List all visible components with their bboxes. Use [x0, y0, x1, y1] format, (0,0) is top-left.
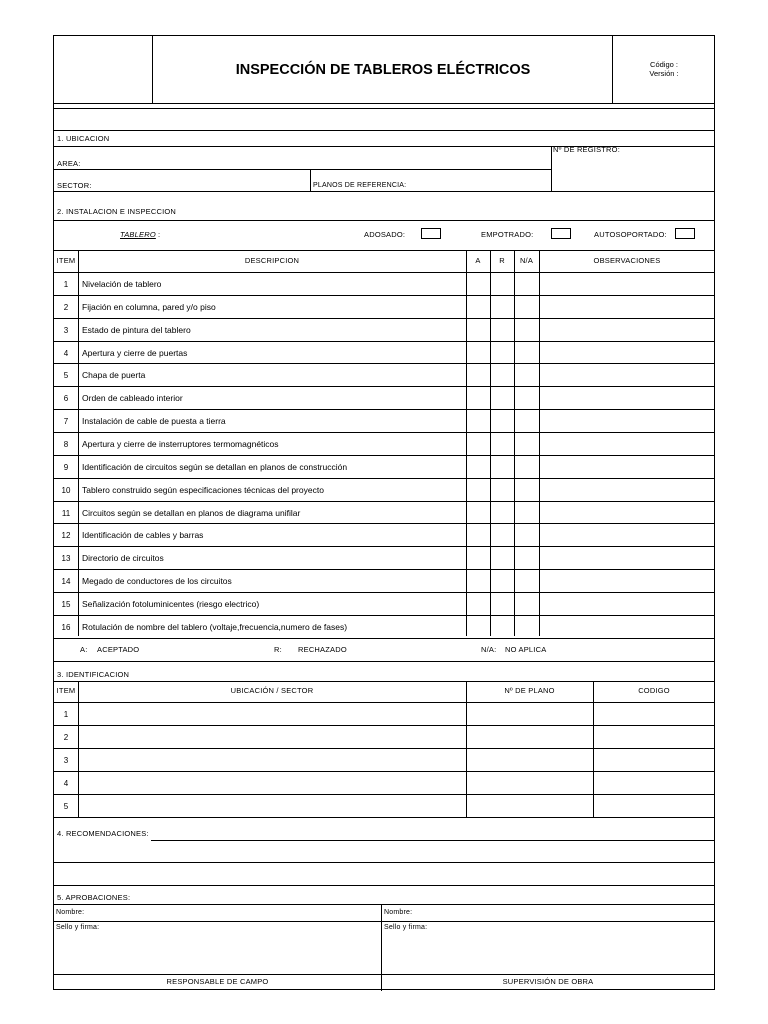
- registro-divider: [551, 146, 552, 191]
- nombre-label-left: Nombre:: [56, 909, 85, 916]
- item-cell-observaciones[interactable]: [540, 273, 714, 294]
- signature-bottom-line: [54, 974, 715, 975]
- item-description: Identificación de circuitos según se detallan en planos de construcción: [82, 461, 348, 472]
- inspection-form: [53, 35, 715, 990]
- item-cell-observaciones[interactable]: [540, 570, 714, 591]
- item-cell-r[interactable]: [491, 410, 513, 431]
- adosado-label: ADOSADO:: [364, 230, 406, 239]
- header-double-line: [54, 108, 715, 109]
- item-cell-a[interactable]: [467, 433, 489, 454]
- col-header-r: R: [499, 256, 505, 265]
- item-cell-r[interactable]: [491, 296, 513, 317]
- ident-cell-plano[interactable]: [467, 795, 592, 816]
- legend-r-value: RECHAZADO: [298, 645, 347, 654]
- item-description: Tablero construido según especificaciones técnicas del proyecto: [82, 484, 324, 495]
- table-top-line: [54, 250, 715, 251]
- item-cell-r[interactable]: [491, 479, 513, 500]
- codigo-label: Código :: [650, 60, 678, 69]
- item-cell-observaciones[interactable]: [540, 319, 714, 340]
- item-cell-observaciones[interactable]: [540, 479, 714, 500]
- item-number: 14: [61, 577, 71, 587]
- item-cell-r[interactable]: [491, 433, 513, 454]
- item-number: 10: [61, 485, 71, 495]
- ident-cell-ubicacion[interactable]: [79, 772, 465, 793]
- col-header-a: A: [475, 256, 481, 265]
- supervision-label: SUPERVISIÓN DE OBRA: [502, 977, 594, 986]
- sello-label-left: Sello y firma:: [56, 924, 100, 931]
- ident-cell-codigo[interactable]: [594, 726, 714, 747]
- item-cell-r[interactable]: [491, 502, 513, 523]
- ident-cell-codigo[interactable]: [594, 749, 714, 770]
- item-cell-observaciones[interactable]: [540, 593, 714, 614]
- item-number: 5: [63, 371, 69, 381]
- item-cell-na[interactable]: [515, 502, 538, 523]
- sector-divider: [310, 169, 311, 191]
- empotrado-checkbox[interactable]: [551, 228, 571, 239]
- header-divider-left: [152, 36, 153, 103]
- item-cell-r[interactable]: [491, 593, 513, 614]
- item-number: 2: [63, 302, 69, 312]
- item-description: Identificación de cables y barras: [82, 530, 204, 541]
- item-cell-a[interactable]: [467, 502, 489, 523]
- item-cell-a[interactable]: [467, 319, 489, 340]
- section-instalacion-title: 2. INSTALACION E INSPECCION: [57, 207, 177, 216]
- item-description: Megado de conductores de los circuitos: [82, 576, 232, 587]
- item-description: Señalización fotoluminicentes (riesgo electrico): [82, 598, 260, 609]
- recomendaciones-line-3: [54, 885, 715, 886]
- item-cell-na[interactable]: [515, 456, 538, 477]
- responsable-label: RESPONSABLE DE CAMPO: [166, 977, 269, 986]
- recomendaciones-field[interactable]: [151, 820, 713, 840]
- item-cell-r[interactable]: [491, 570, 513, 591]
- item-cell-a[interactable]: [467, 296, 489, 317]
- signature-area-right[interactable]: [384, 933, 713, 973]
- item-number: 12: [61, 531, 71, 541]
- ident-item-number: 5: [63, 802, 69, 811]
- item-cell-a[interactable]: [467, 524, 489, 545]
- item-number: 16: [61, 622, 71, 632]
- item-description: Rotulación de nombre del tablero (voltaje,frecuencia,numero de fases): [82, 621, 348, 632]
- tablero-label: TABLERO: [120, 230, 156, 239]
- item-cell-a[interactable]: [467, 410, 489, 431]
- form-title: INSPECCIÓN DE TABLEROS ELÉCTRICOS: [235, 62, 531, 78]
- ident-cell-plano[interactable]: [467, 726, 592, 747]
- item-cell-a[interactable]: [467, 593, 489, 614]
- registro-field[interactable]: [553, 156, 713, 190]
- item-description: Instalación de cable de puesta a tierra: [82, 416, 226, 427]
- item-description: Nivelación de tablero: [82, 279, 162, 289]
- item-cell-na[interactable]: [515, 616, 538, 637]
- col-header-descripcion: DESCRIPCION: [244, 256, 300, 265]
- ident-cell-ubicacion[interactable]: [79, 726, 465, 747]
- planos-label: PLANOS DE REFERENCIA:: [313, 182, 407, 189]
- nombre-row-bottom: [54, 921, 715, 922]
- item-cell-observaciones[interactable]: [540, 456, 714, 477]
- item-cell-a[interactable]: [467, 456, 489, 477]
- autosoportado-checkbox[interactable]: [675, 228, 695, 239]
- ident-cell-ubicacion[interactable]: [79, 749, 465, 770]
- ident-cell-codigo[interactable]: [594, 703, 714, 724]
- item-cell-a[interactable]: [467, 479, 489, 500]
- item-cell-na[interactable]: [515, 273, 538, 294]
- tablero-colon: :: [158, 230, 161, 239]
- ident-item-number: 2: [63, 733, 69, 742]
- item-cell-observaciones[interactable]: [540, 410, 714, 431]
- item-number: 9: [63, 462, 69, 472]
- item-cell-r[interactable]: [491, 364, 513, 385]
- item-number: 8: [63, 439, 69, 449]
- spacer-line: [54, 130, 715, 131]
- recomendaciones-underline: [151, 840, 715, 841]
- item-number: 13: [61, 554, 71, 564]
- item-description: Directorio de circuitos: [82, 553, 164, 564]
- recomendaciones-line-2: [54, 862, 715, 863]
- item-cell-na[interactable]: [515, 479, 538, 500]
- ident-item-number: 4: [63, 779, 69, 788]
- empotrado-label: EMPOTRADO:: [481, 230, 534, 239]
- item-cell-observaciones[interactable]: [540, 387, 714, 408]
- col-divider-item: [78, 250, 79, 636]
- item-cell-na[interactable]: [515, 364, 538, 385]
- area-label: AREA:: [57, 159, 81, 168]
- item-number: 11: [61, 508, 71, 518]
- item-number: 7: [63, 417, 69, 427]
- s3-header-codigo: CODIGO: [638, 686, 670, 695]
- item-description: Estado de pintura del tablero: [82, 324, 191, 335]
- item-cell-observaciones[interactable]: [540, 296, 714, 317]
- item-cell-a[interactable]: [467, 570, 489, 591]
- area-bottom-line: [54, 169, 551, 170]
- planos-field[interactable]: [414, 171, 549, 190]
- item-cell-na[interactable]: [515, 319, 538, 340]
- item-cell-r[interactable]: [491, 387, 513, 408]
- sector-label: SECTOR:: [57, 181, 92, 190]
- item-cell-a[interactable]: [467, 273, 489, 294]
- item-cell-na[interactable]: [515, 296, 538, 317]
- area-field[interactable]: [94, 149, 549, 169]
- item-cell-a[interactable]: [467, 387, 489, 408]
- item-description: Apertura y cierre de insterruptores termomagnéticos: [82, 438, 279, 449]
- col-header-item: ITEM: [56, 256, 76, 265]
- header-bottom-line: [54, 103, 715, 104]
- item-cell-r[interactable]: [491, 342, 513, 363]
- item-cell-na[interactable]: [515, 387, 538, 408]
- item-cell-observaciones[interactable]: [540, 502, 714, 523]
- item-cell-na[interactable]: [515, 547, 538, 568]
- item-number: 4: [63, 348, 69, 358]
- item-number: 3: [63, 325, 69, 335]
- item-cell-r[interactable]: [491, 456, 513, 477]
- item-number: 1: [63, 280, 69, 289]
- s3-header-item: ITEM: [56, 686, 76, 695]
- legend-na-key: N/A:: [481, 645, 497, 654]
- item-row-line: [54, 638, 715, 639]
- col-header-observaciones: OBSERVACIONES: [593, 256, 661, 265]
- version-label: Versión :: [649, 69, 679, 78]
- item-cell-na[interactable]: [515, 410, 538, 431]
- s2-title-line: [54, 220, 715, 221]
- autosoportado-label: AUTOSOPORTADO:: [594, 230, 667, 239]
- s3-header-ubicacion: UBICACIÓN / SECTOR: [230, 686, 314, 695]
- item-description: Fijación en columna, pared y/o piso: [82, 301, 216, 312]
- item-cell-a[interactable]: [467, 616, 489, 637]
- item-cell-a[interactable]: [467, 342, 489, 363]
- s5-title-line: [54, 904, 715, 905]
- item-cell-na[interactable]: [515, 570, 538, 591]
- item-cell-a[interactable]: [467, 364, 489, 385]
- legend-bottom-line: [54, 661, 715, 662]
- ident-cell-plano[interactable]: [467, 749, 592, 770]
- item-cell-r[interactable]: [491, 273, 513, 294]
- ident-cell-plano[interactable]: [467, 703, 592, 724]
- registro-label: Nº DE REGISTRO:: [553, 145, 620, 154]
- item-description: Apertura y cierre de puertas: [82, 347, 188, 358]
- item-cell-observaciones[interactable]: [540, 547, 714, 568]
- sector-field[interactable]: [94, 171, 306, 190]
- section-ubicacion-title: 1. UBICACION: [57, 134, 110, 143]
- item-cell-r[interactable]: [491, 616, 513, 637]
- legend-a-value: ACEPTADO: [97, 645, 140, 654]
- sello-label-right: Sello y firma:: [384, 924, 428, 931]
- item-cell-observaciones[interactable]: [540, 342, 714, 363]
- item-cell-r[interactable]: [491, 524, 513, 545]
- item-cell-na[interactable]: [515, 593, 538, 614]
- s1-bottom-line: [54, 191, 715, 192]
- ident-cell-plano[interactable]: [467, 772, 592, 793]
- item-cell-observaciones[interactable]: [540, 364, 714, 385]
- ident-cell-codigo[interactable]: [594, 772, 714, 793]
- section-aprobaciones-title: 5. APROBACIONES:: [57, 893, 131, 902]
- section-identificacion-title: 3. IDENTIFICACION: [57, 670, 130, 679]
- item-description: Chapa de puerta: [82, 370, 146, 381]
- item-cell-r[interactable]: [491, 547, 513, 568]
- legend-r-key: R:: [274, 645, 282, 654]
- item-cell-r[interactable]: [491, 319, 513, 340]
- section-recomendaciones-title: 4. RECOMENDACIONES:: [57, 829, 149, 838]
- item-description: Circuitos según se detallan en planos de diagrama unifilar: [82, 507, 301, 518]
- item-cell-observaciones[interactable]: [540, 433, 714, 454]
- col-header-na: N/A: [519, 256, 534, 265]
- item-cell-na[interactable]: [515, 524, 538, 545]
- s3-title-line: [54, 681, 715, 682]
- nombre-label-right: Nombre:: [384, 909, 413, 916]
- item-number: 6: [63, 394, 69, 404]
- ident-item-number: 1: [63, 710, 69, 719]
- item-cell-na[interactable]: [515, 433, 538, 454]
- signature-area-left[interactable]: [56, 933, 379, 973]
- item-description: Orden de cableado interior: [82, 393, 183, 404]
- adosado-checkbox[interactable]: [421, 228, 441, 239]
- item-cell-na[interactable]: [515, 342, 538, 363]
- item-cell-observaciones[interactable]: [540, 524, 714, 545]
- item-cell-a[interactable]: [467, 547, 489, 568]
- ident-item-number: 3: [63, 756, 69, 765]
- item-cell-observaciones[interactable]: [540, 616, 714, 637]
- ident-cell-ubicacion[interactable]: [79, 795, 465, 816]
- ident-cell-ubicacion[interactable]: [79, 703, 465, 724]
- ident-cell-codigo[interactable]: [594, 795, 714, 816]
- s3-header-plano: Nº DE PLANO: [504, 686, 555, 695]
- item-number: 15: [61, 599, 71, 609]
- ident-row-line: [54, 817, 715, 818]
- legend-a-key: A:: [80, 645, 88, 654]
- legend-na-value: NO APLICA: [505, 645, 547, 654]
